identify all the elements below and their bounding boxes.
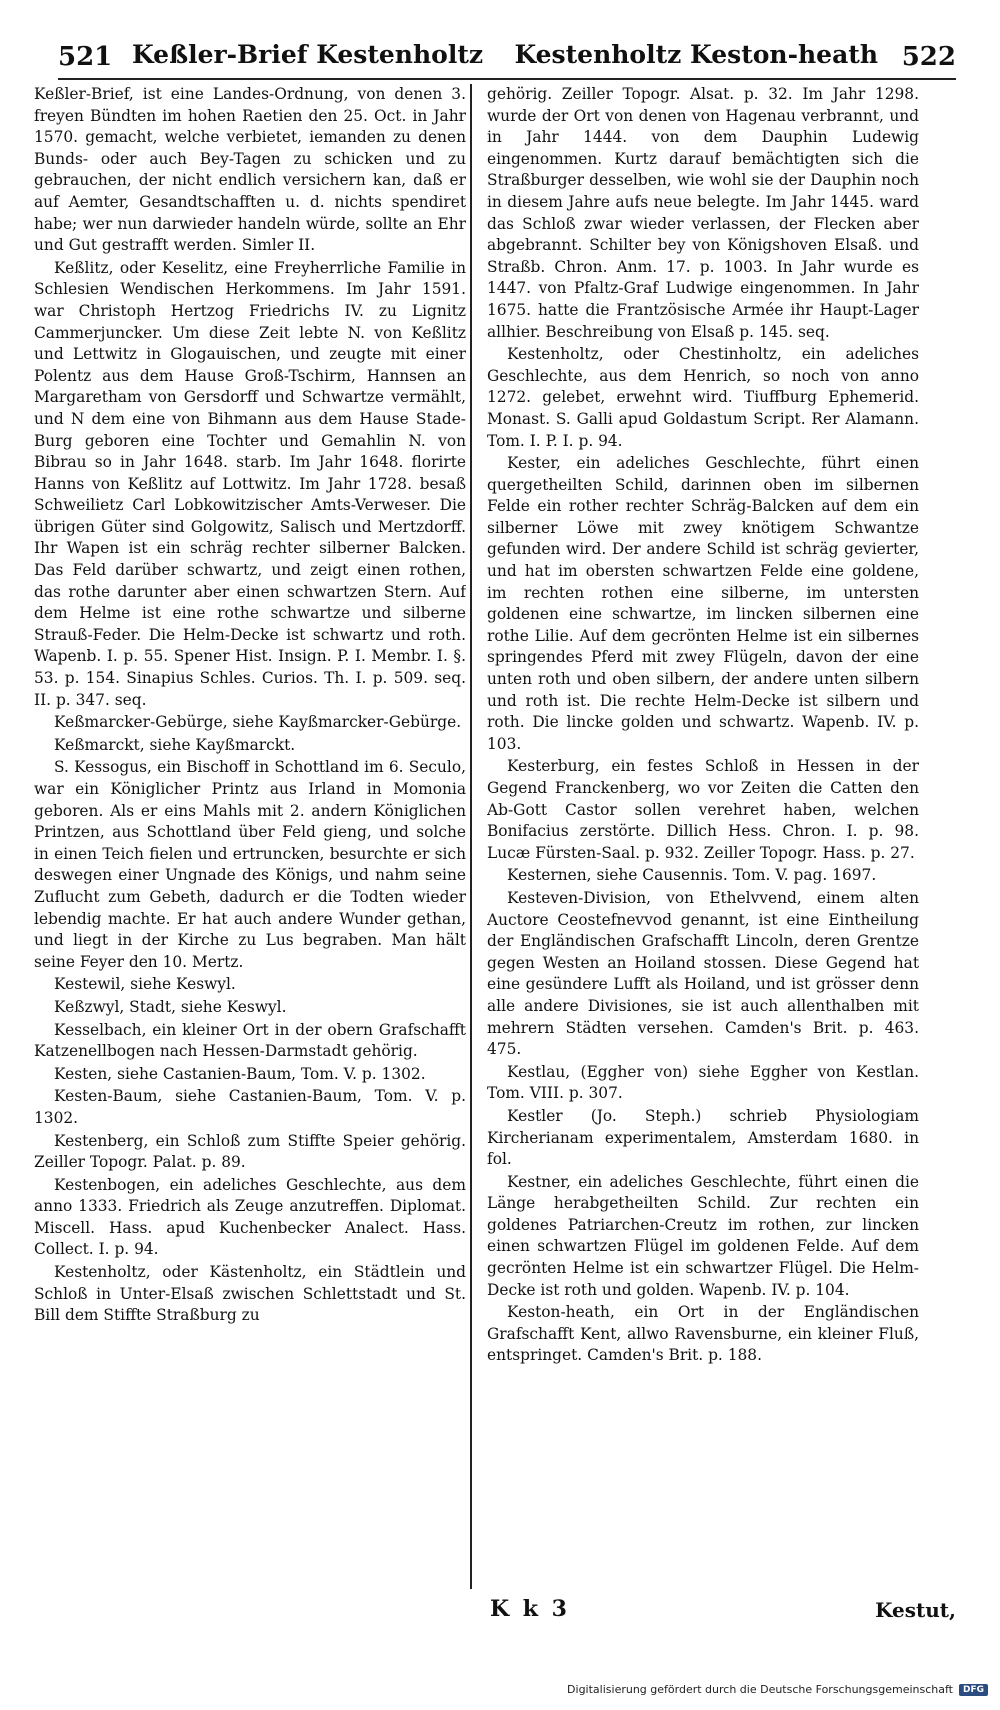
footer-text: Digitalisierung gefördert durch die Deutsche Forschungsgemeinschaft	[567, 1683, 953, 1696]
digitization-footer	[567, 1683, 988, 1696]
entry-kester: Kester, ein adeliches Geschlechte, führt einen quergetheilten Schild, darinnen oben im silbernen Felde ein rother rechter Schräg-Balcken auf dem ein silberner Löwe mit zwey knötigem Schwantze gefunden wird. Der andere Schild ist schräg gevierter, und hat im obersten schwartzen Felde eine goldene, im rechten rothen eine silberne, im untersten goldenen eine schwartze, im lincken silbernen eine rothe Lilie. Auf dem gecrönten Helme ist ein silbernes springendes Pferd mit zwey Flügeln, davon der eine unten roth und oben silbern, der andere unten silbern und roth ist. Die rechte Helm-Decke ist silbern und roth. Die lincke golden und schwartz. Wapenb. IV. p. 103.	[487, 454, 919, 753]
entry-keston-heath: Keston-heath, ein Ort in der Engländischen Grafschafft Kent, allwo Ravensburne, ein kleiner Fluß, entspringet. Camden's Brit. p. 188.	[487, 1303, 919, 1365]
entry-kestewil: Kestewil, siehe Keswyl.	[54, 975, 236, 994]
dfg-logo-icon: DFG	[959, 1684, 988, 1696]
entry-kestenbogen: Kestenbogen, ein adeliches Geschlechte, aus dem anno 1333. Friedrich als Zeuge anzutreffen. Diplomat. Miscell. Hass. apud Kuchenbecker Analect. Hass. Collect. I. p. 94.	[34, 1175, 466, 1259]
catchword: Kestut,	[875, 1598, 956, 1622]
entry-kestenholtz-family: Kestenholtz, oder Chestinholtz, ein adeliches Geschlechte, aus dem Henrich, so noch von anno 1272. gelebet, erwehnt wird. Tiuffburg Ephemerid. Monast. S. Galli apud Goldastum Script. Rer Alamann. Tom. I. P. I. p. 94.	[487, 345, 919, 450]
left-column	[34, 84, 466, 1582]
header-rule	[58, 78, 956, 80]
entry-kesselbach: Kesselbach, ein kleiner Ort in der obern Grafschafft Katzenellbogen nach Hessen-Darmstadt gehörig.	[34, 1020, 466, 1061]
entry-kessogus: S. Kessogus, ein Bischoff in Schottland im 6. Seculo, war ein Königlicher Printz aus Irland in Momonia geboren. Als er eins Mahls mit 2. andern Königlichen Printzen, aus Schottland über Feld gieng, und solche in einen Teich fielen und ertruncken, besurchte er sich deswegen einer Ungnade des Königs, und nahm seine Zuflucht zum Gebeth, dadurch er die Todten wieder lebendig machte. Er hat auch andere Wunder gethan, und liegt in der Kirche zu Lus begraben. Man hält seine Feyer den 10. Mertz.	[34, 758, 466, 971]
entry-kesternen: Kesternen, siehe Causennis. Tom. V. pag. 1697.	[507, 866, 877, 885]
page-header	[58, 40, 956, 80]
running-head-left: Keßler-Brief Kestenholtz	[132, 40, 484, 69]
entry-kesten: Kesten, siehe Castanien-Baum, Tom. V. p. 1302.	[54, 1064, 426, 1083]
page-number-right: 522	[901, 42, 956, 72]
entry-kesterburg: Kesterburg, ein festes Schloß in Hessen in der Gegend Franckenberg, wo vor Zeiten die Catten den Ab-Gott Castor sollen verehret haben, welchen Bonifacius zerstörte. Dillich Hess. Chron. I. p. 98. Lucæ Fürsten-Saal. p. 932. Zeiller Topogr. Hass. p. 27.	[487, 757, 919, 862]
running-head-right: Kestenholtz Keston-heath	[514, 40, 878, 69]
entry-kestenberg: Kestenberg, ein Schloß zum Stiffte Speier gehörig. Zeiller Topogr. Palat. p. 89.	[34, 1131, 466, 1172]
entry-kessler-brief: Keßler-Brief, ist eine Landes-Ordnung, von denen 3. freyen Bündten im hohen Raetien den 25. Oct. in Jahr 1570. gemacht, welche verbietet, iemanden zu denen Bunds- oder auch Bey-Tagen zu schicken und zu gebrauchen, der nicht endlich versichern kan, daß er auf Aemter, Gesandtschafften u. d. nichts spendiret habe; wer nun darwieder handeln würde, sollte an Ehr und Gut gestrafft werden. Simler II.	[34, 85, 466, 255]
entry-kestner: Kestner, ein adeliches Geschlechte, führt einen die Länge herabgetheilten Schild. Zur rechten ein goldenes Patriarchen-Creutz im rothen, zur lincken einen schwartzen Flügel im goldenen Felde. Auf dem gecrönten Helme ist ein schwartzer Flügel. Die Helm-Decke ist roth und golden. Wapenb. IV. p. 104.	[487, 1172, 919, 1299]
entry-kesten-baum: Kesten-Baum, siehe Castanien-Baum, Tom. V. p. 1302.	[34, 1087, 466, 1127]
column-divider	[470, 84, 472, 1589]
entry-kessmarckt: Keßmarckt, siehe Kayßmarckt.	[54, 735, 296, 754]
entry-kessmarcker-gebuerge: Keßmarcker-Gebürge, siehe Kayßmarcker-Gebürge.	[54, 713, 462, 732]
entry-kestlau: Kestlau, (Eggher von) siehe Eggher von Kestlan. Tom. VIII. p. 307.	[487, 1062, 919, 1103]
entry-kesszwyl: Keßzwyl, Stadt, siehe Keswyl.	[54, 997, 287, 1016]
entry-kestler: Kestler (Jo. Steph.) schrieb Physiologiam Kircherianam experimentalem, Amsterdam 1680. in fol.	[487, 1106, 919, 1169]
page-number-left: 521	[58, 42, 113, 72]
entry-kesteven-division: Kesteven-Division, von Ethelvvend, einem alten Auctore Ceostefnevvod genannt, ist eine Eintheilung der Engländischen Grafschafft Lincoln, deren Grentze gegen Westen an Hoiland stossen. Diese Gegend hat eine gesündere Lufft als Hoiland, und ist grösser denn alle andere Divisiones, sie ist auch allenthalben mit mehrern Städten versehen. Camden's Brit. p. 463. 475.	[487, 888, 919, 1059]
entry-kesslitz: Keßlitz, oder Keselitz, eine Freyherrliche Familie in Schlesien Wendischen Herkommens. Im Jahr 1591. war Christoph Hertzog Friedrichs IV. zu Lignitz Cammerjuncker. Um diese Zeit lebte N. von Keßlitz und Lettwitz in Glogauischen, und zeugte mit einer Polentz aus dem Hause Groß-Tschirm, Hannsen an Margaretham von Gersdorff und Schwartze vermählt, und N dem eine von Bihmann aus dem Hause Stade-Burg geboren eine Tochter und Gemahlin N. von Bibrau so in Jahr 1648. starb. Im Jahr 1648. florirte Hanns von Keßlitz auf Lottwitz. Im Jahr 1728. besaß Schweilietz Carl Lobkowitzischer Amts-Verweser. Die übrigen Güter sind Golgowitz, Salisch und Mertzdorff. Ihr Wapen ist ein schräg rechter silberner Balcken. Das Feld darüber schwartz, und zeigt einen rothen, das rothe darunter aber einen schwartzen Stern. Auf dem Helme ist eine rothe schwartze und silberne Strauß-Feder. Die Helm-Decke ist schwartz und roth. Wapenb. I. p. 55. Spener Hist. Insign. P. I. Membr. I. §. 53. p. 154. Sinapius Schles. Curios. Th. I. p. 509. seq. II. p. 347. seq.	[34, 258, 466, 709]
entry-kestenholtz-town: Kestenholtz, oder Kästenholtz, ein Städtlein und Schloß in Unter-Elsaß zwischen Schlettstadt und St. Bill dem Stiffte Straßburg zu	[34, 1263, 466, 1325]
right-column	[487, 84, 919, 1582]
signature-mark: K k 3	[490, 1596, 570, 1622]
entry-kestenholtz-continued: gehörig. Zeiller Topogr. Alsat. p. 32. Im Jahr 1298. wurde der Ort von denen von Hagenau verbrannt, und in Jahr 1444. von dem Dauphin Ludewig eingenommen. Kurtz darauf bemächtigten sich die Straßburger desselben, wie wohl sie der Dauphin noch in diesem Jahre aufs neue belegte. Im Jahr 1445. ward das Schloß zwar wieder verlassen, der Flecken aber abgebrannt. Schilter bey von Königshoven Elsaß. und Straßb. Chron. Anm. 17. p. 1003. In Jahr wurde es 1447. von Pfaltz-Graf Ludwige eingenommen. In Jahr 1675. hatte die Frantzösische Armée ihr Haupt-Lager allhier. Beschreibung von Elsaß p. 145. seq.	[487, 85, 919, 341]
